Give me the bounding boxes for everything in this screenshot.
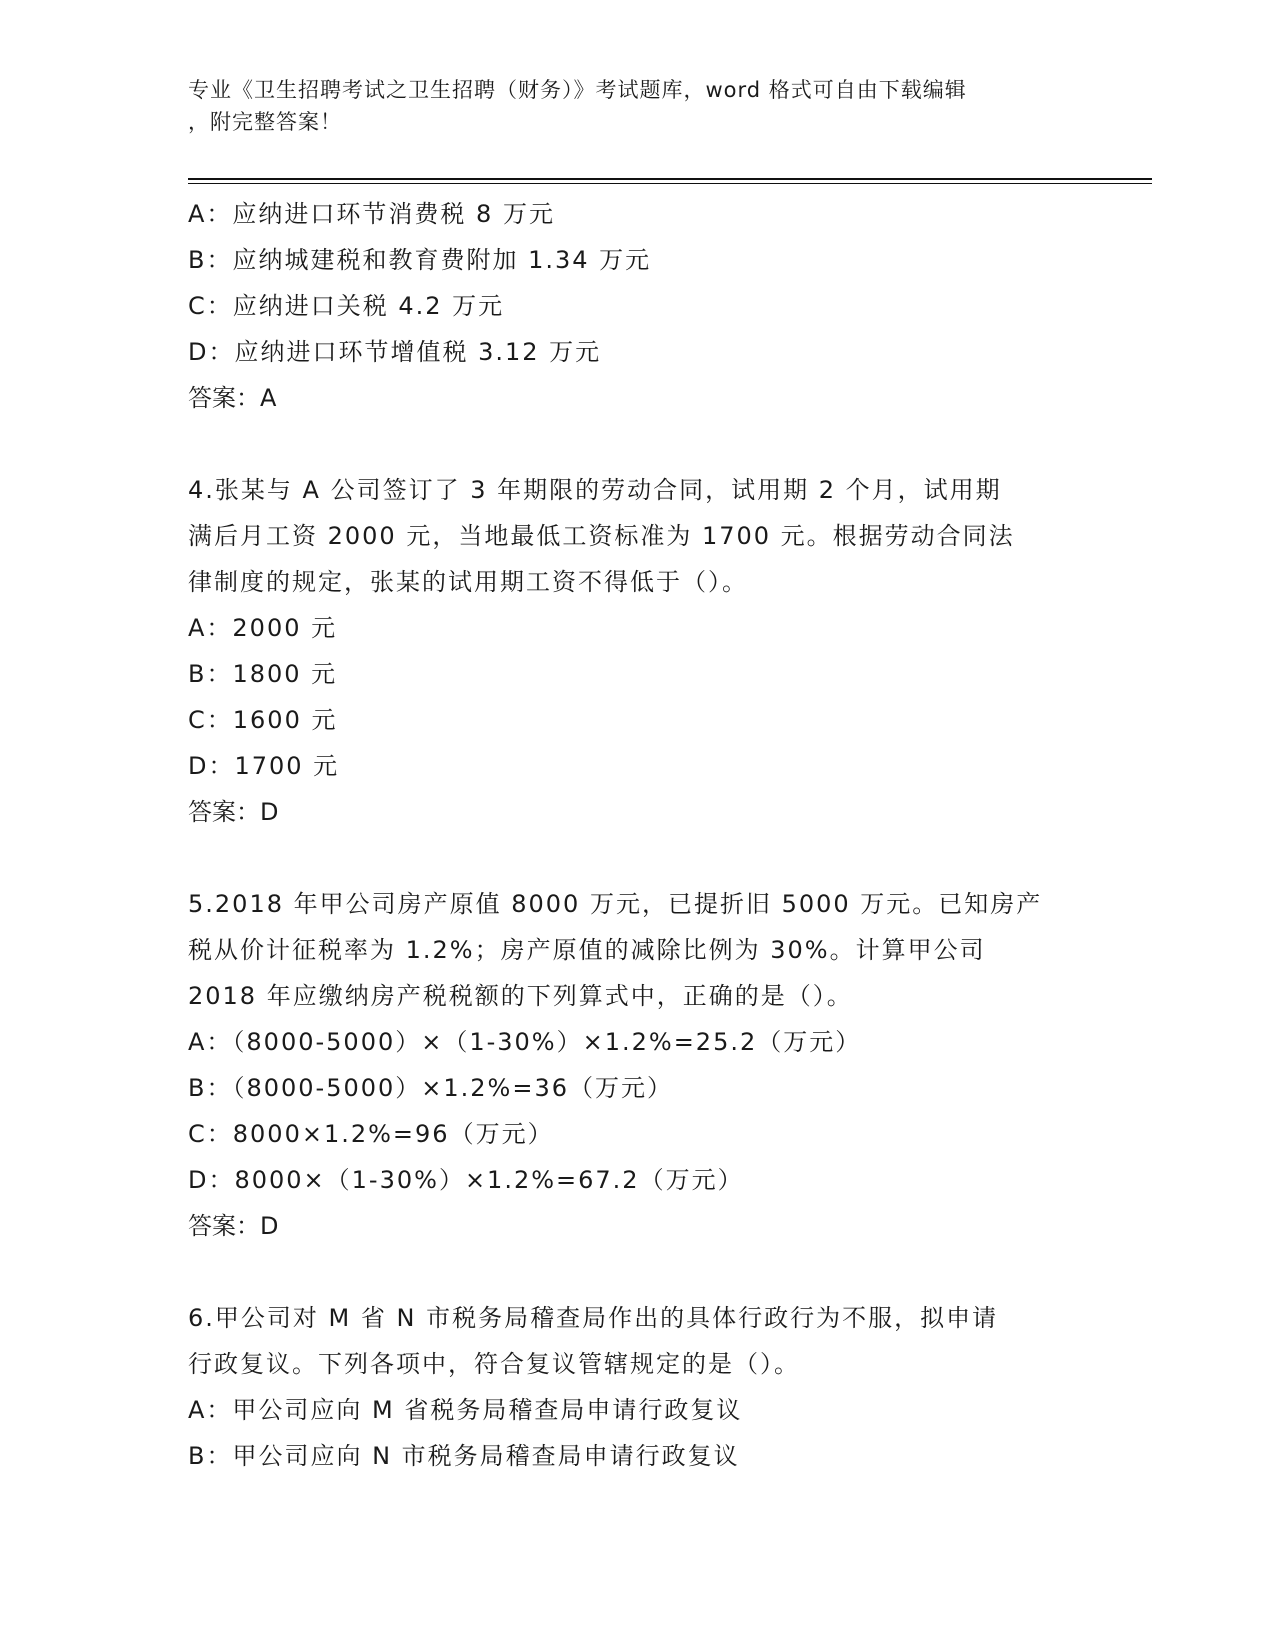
- question-4: [188, 467, 1088, 835]
- option-a: A：（8000-5000）×（1-30%）×1.2%=25.2（万元）: [188, 1028, 862, 1056]
- question-stem-line: 税从价计征税率为 1.2%；房产原值的减除比例为 30%。计算甲公司: [188, 936, 986, 964]
- document-header: [188, 74, 1088, 138]
- option-a: A：甲公司应向 M 省税务局稽查局申请行政复议: [188, 1396, 743, 1424]
- question-6: [188, 1295, 1088, 1479]
- option-b: B：（8000-5000）×1.2%=36（万元）: [188, 1074, 674, 1102]
- question-content: [188, 191, 1088, 1479]
- option-b: B：1800 元: [188, 660, 338, 688]
- question-stem-line: 行政复议。下列各项中，符合复议管辖规定的是（）。: [188, 1350, 800, 1378]
- answer: 答案：D: [188, 798, 279, 826]
- option-b: B：甲公司应向 N 市税务局稽查局申请行政复议: [188, 1442, 740, 1470]
- answer: 答案：A: [188, 384, 277, 412]
- question-3: [188, 191, 1088, 421]
- question-5: [188, 881, 1088, 1249]
- header-line-1: 专业《卫生招聘考试之卫生招聘（财务）》考试题库，word 格式可自由下载编辑: [188, 78, 967, 102]
- option-d: D：应纳进口环节增值税 3.12 万元: [188, 338, 602, 366]
- header-rule-thick: [188, 178, 1152, 180]
- question-stem-line: 2018 年应缴纳房产税税额的下列算式中，正确的是（）。: [188, 982, 853, 1010]
- question-stem-line: 5.2018 年甲公司房产原值 8000 万元，已提折旧 5000 万元。已知房产: [188, 890, 1043, 918]
- answer: 答案：D: [188, 1212, 279, 1240]
- option-d: D：1700 元: [188, 752, 340, 780]
- question-stem-line: 6.甲公司对 M 省 N 市税务局稽查局作出的具体行政行为不服，拟申请: [188, 1304, 999, 1332]
- option-c: C：应纳进口关税 4.2 万元: [188, 292, 505, 320]
- option-c: C：8000×1.2%=96（万元）: [188, 1120, 554, 1148]
- question-stem-line: 4.张某与 A 公司签订了 3 年期限的劳动合同，试用期 2 个月，试用期: [188, 476, 1002, 504]
- question-stem-line: 律制度的规定，张某的试用期工资不得低于（）。: [188, 568, 748, 596]
- question-stem-line: 满后月工资 2000 元，当地最低工资标准为 1700 元。根据劳动合同法: [188, 522, 1015, 550]
- header-line-2: ，附完整答案！: [188, 110, 342, 134]
- option-c: C：1600 元: [188, 706, 338, 734]
- option-d: D：8000×（1-30%）×1.2%=67.2（万元）: [188, 1166, 744, 1194]
- header-rule-thin: [188, 183, 1152, 184]
- option-b: B：应纳城建税和教育费附加 1.34 万元: [188, 246, 652, 274]
- option-a: A：应纳进口环节消费税 8 万元: [188, 200, 555, 228]
- option-a: A：2000 元: [188, 614, 338, 642]
